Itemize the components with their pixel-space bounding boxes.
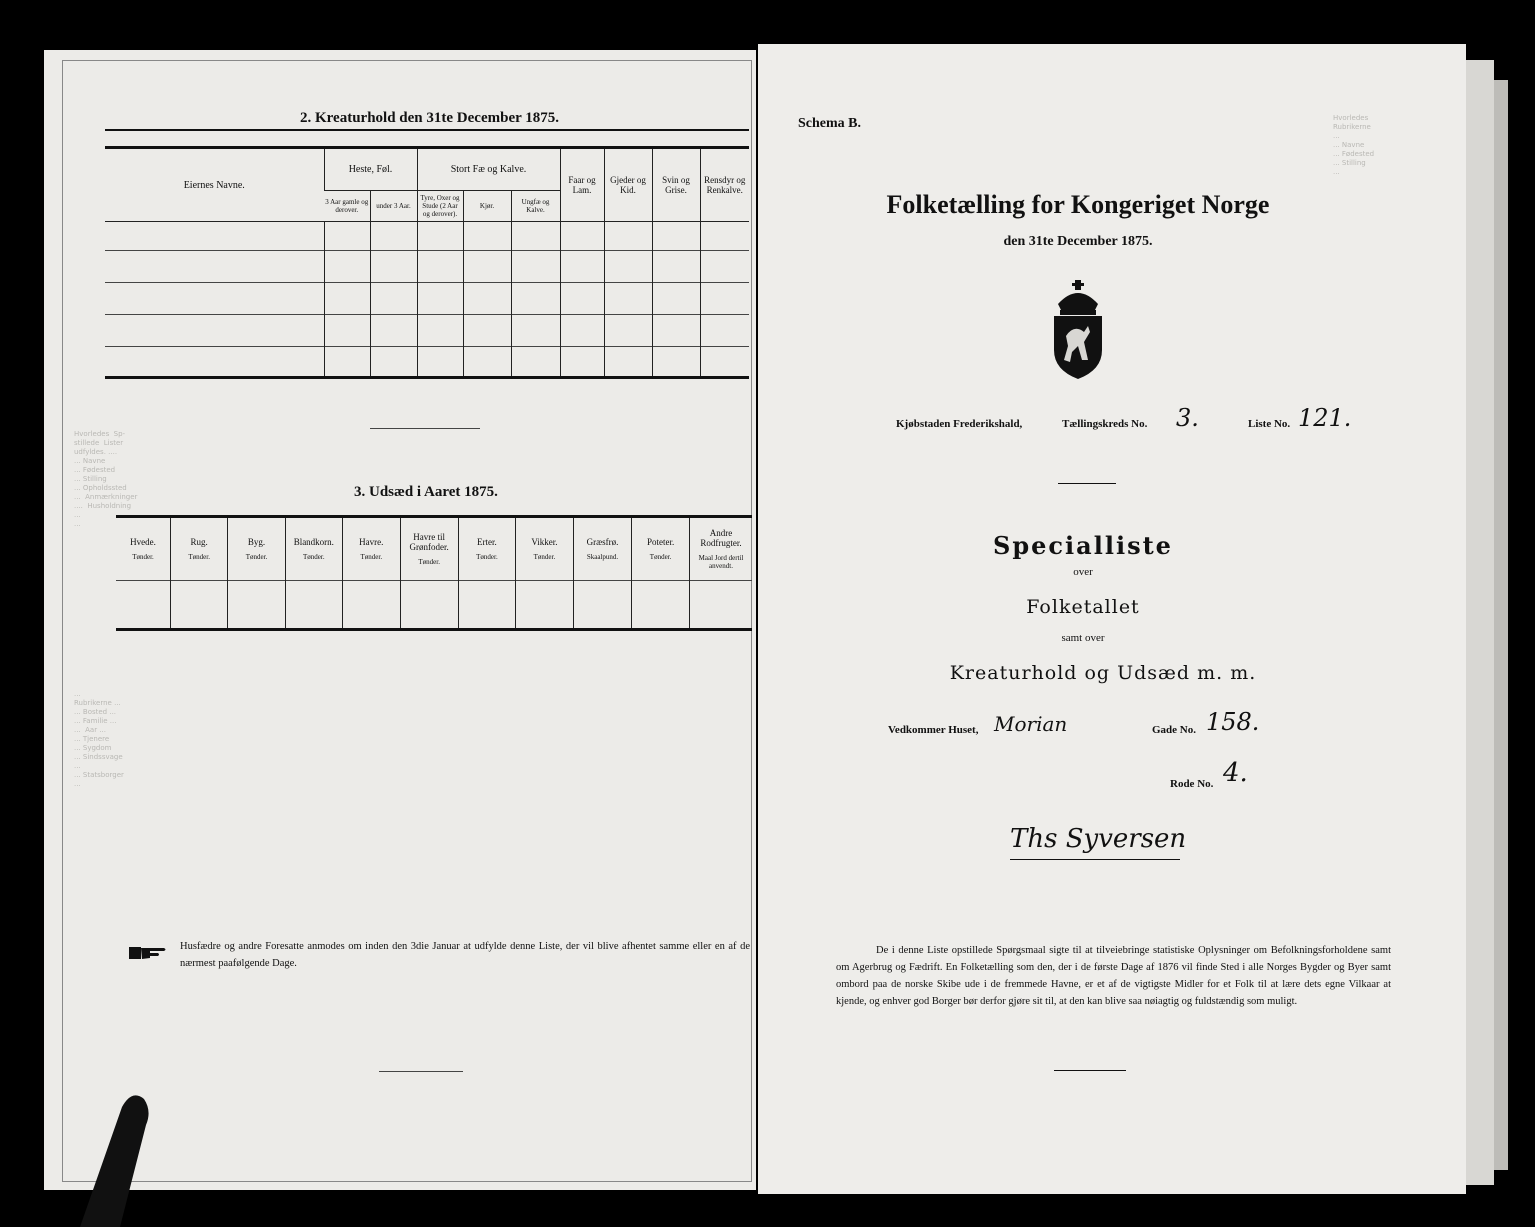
udsaed-table xyxy=(116,518,752,630)
rode-value: 4. xyxy=(1223,758,1248,788)
udsaed-col-unit: Tønder. xyxy=(188,552,210,561)
header-udsaed-col xyxy=(400,518,458,580)
page-edge xyxy=(1494,80,1508,1170)
kreaturhold-table xyxy=(105,149,749,379)
section-2-title: 2. Kreaturhold den 31te December 1875. xyxy=(300,110,559,126)
table-cell xyxy=(458,580,515,630)
gade-label: Gade No. xyxy=(1152,724,1196,736)
header-udsaed-col xyxy=(516,518,574,580)
udsaed-col-unit: Tønder. xyxy=(476,552,498,561)
header-udsaed-col xyxy=(116,518,171,580)
header-kjor: Kjør. xyxy=(463,190,511,221)
kreds-label: Tællingskreds No. xyxy=(1062,418,1148,430)
divider xyxy=(370,428,480,429)
udsaed-col-unit: Tønder. xyxy=(132,552,154,561)
table-row xyxy=(105,315,749,347)
udsaed-col-name: Havre til Grønfoder. xyxy=(409,531,449,552)
header-tyre: Tyre, Oxer og Stude (2 Aar og derover). xyxy=(417,190,463,221)
rode-label: Rode No. xyxy=(1170,778,1214,790)
left-page xyxy=(44,50,756,1190)
udsaed-col-unit: Tønder. xyxy=(533,552,556,561)
signature-underline xyxy=(1010,859,1180,860)
header-udsaed-col xyxy=(285,518,342,580)
rule xyxy=(105,376,749,379)
kreaturhold-heading: Kreaturhold og Udsæd m. m. xyxy=(949,662,1257,684)
header-udsaed-col xyxy=(343,518,401,580)
header-owner: Eiernes Navne. xyxy=(183,179,245,191)
header-udsaed-col xyxy=(632,518,690,580)
pointing-hand-icon xyxy=(128,943,168,963)
bleed-through-text-2: ... Rubrikerne ... ... Bosted ... ... Familie ... ... Aar ... ... Tjenere ... Sygdom ... Sindssvage ... ... Statsborger ... xyxy=(74,690,124,788)
rule xyxy=(105,129,749,131)
udsaed-col-name: Andre Rodfrugter. xyxy=(700,527,742,548)
udsaed-col-name: Havre. xyxy=(359,536,384,547)
table-row xyxy=(116,580,752,630)
folketallet-heading: Folketallet xyxy=(1026,596,1140,618)
vedkommer-label: Vedkommer Huset, xyxy=(888,724,979,736)
table-cell xyxy=(116,580,171,630)
header-heste-3aar: 3 Aar gamle og derover. xyxy=(325,197,369,214)
table-row xyxy=(105,283,749,315)
table-cell xyxy=(516,580,574,630)
notice-text: Husfædre og andre Foresatte anmodes om inden den 3die Januar at udfylde denne Liste, der vil blive afhentet samme eller en af de nærmest paafølgende Dage. xyxy=(180,941,750,969)
header-udsaed-col xyxy=(171,518,228,580)
divider xyxy=(379,1071,463,1072)
udsaed-col-name: Byg. xyxy=(247,536,266,547)
table-row xyxy=(105,251,749,283)
table-cell xyxy=(285,580,342,630)
main-title: Folketælling for Kongeriget Norge xyxy=(886,190,1270,219)
kreds-value: 3. xyxy=(1176,404,1199,432)
gade-value: 158. xyxy=(1206,708,1260,736)
header-udsaed-col xyxy=(458,518,515,580)
bleed-through-text: Hvorledes Rubrikerne ... ... Navne ... Fødested ... Stilling ... xyxy=(1333,114,1375,176)
rule xyxy=(116,628,752,631)
divider xyxy=(1058,483,1116,484)
udsaed-col-name: Blandkorn. xyxy=(293,536,334,547)
udsaed-col-name: Græsfrø. xyxy=(586,536,619,547)
table-cell xyxy=(228,580,285,630)
divider xyxy=(1054,1070,1126,1071)
header-rensdyr: Rensdyr og Renkalve. xyxy=(700,149,749,222)
huset-value: Morian xyxy=(994,712,1068,736)
header-gjeder: Gjeder og Kid. xyxy=(604,149,652,222)
right-page xyxy=(758,44,1466,1194)
table-cell xyxy=(690,580,752,630)
udsaed-col-unit: Tønder. xyxy=(303,552,325,561)
header-svin: Svin og Grise. xyxy=(652,149,700,222)
footer-text: De i denne Liste opstillede Spørgsmaal sigte til at tilveiebringe statistiske Oplysninger om Befolkningsforholdene samt om Agerbrug og Fædrift. En Folketælling som den, der i de første Dage af 1876 vil finde Sted i alle Norges Bygder og Byer samt ombord paa de norske Skibe ude i de fremmede Havne, er et af de vigtigste Midler for et Folk til at lære dets egne Vilkaar at kjende, og enhver god Borger bør derfor gjøre sit til, at den kan blive saa nøiagtig og fuldstændig som muligt. xyxy=(836,945,1391,1007)
table-cell xyxy=(343,580,401,630)
udsaed-col-name: Erter. xyxy=(477,536,497,547)
table-cell xyxy=(400,580,458,630)
udsaed-col-name: Hvede. xyxy=(130,536,156,547)
signature: Ths Syversen xyxy=(1010,824,1187,854)
udsaed-col-unit: Tønder. xyxy=(649,552,672,561)
liste-value: 121. xyxy=(1298,404,1352,432)
norway-coat-of-arms-icon xyxy=(1044,280,1112,380)
table-row xyxy=(105,222,749,251)
table-cell xyxy=(171,580,228,630)
udsaed-col-unit: Tønder. xyxy=(418,557,440,566)
header-heste: Heste, Føl. xyxy=(324,149,417,190)
header-udsaed-col xyxy=(690,518,752,580)
header-stort-fae: Stort Fæ og Kalve. xyxy=(417,149,560,190)
udsaed-col-unit: Maal Jord dertil anvendt. xyxy=(698,553,744,570)
samt-over-label: samt over xyxy=(1061,632,1105,644)
section-3-title: 3. Udsæd i Aaret 1875. xyxy=(354,484,498,500)
udsaed-col-name: Vikker. xyxy=(531,536,558,547)
udsaed-col-unit: Tønder. xyxy=(245,552,268,561)
udsaed-col-name: Rug. xyxy=(190,536,208,547)
header-udsaed-col xyxy=(228,518,285,580)
header-udsaed-col xyxy=(573,518,631,580)
header-faar: Faar og Lam. xyxy=(560,149,604,222)
table-row xyxy=(105,347,749,379)
kjobstad-label: Kjøbstaden Frederikshald, xyxy=(896,418,1023,430)
page-edge xyxy=(1466,60,1494,1185)
header-ungfae: Ungfæ og Kalve. xyxy=(511,190,560,221)
over-label: over xyxy=(1073,566,1093,578)
table-cell xyxy=(573,580,631,630)
table-cell xyxy=(632,580,690,630)
corner-clip-shadow xyxy=(60,1085,150,1227)
udsaed-col-unit: Tønder. xyxy=(360,552,383,561)
bleed-through-text: Hvorledes Sp- stillede Lister udfyldes. .... ... Navne ... Fødested ... Stilling ... Opholdssted ... Anmærkninger .... Husholdning ... ... xyxy=(74,430,138,528)
header-heste-under3: under 3 Aar. xyxy=(370,190,417,221)
udsaed-col-unit: Skaalpund. xyxy=(586,552,619,561)
schema-label: Schema B. xyxy=(798,116,861,131)
liste-label: Liste No. xyxy=(1248,418,1291,430)
specialliste-heading: Specialliste xyxy=(993,531,1173,560)
udsaed-col-name: Poteter. xyxy=(646,536,675,547)
census-date: den 31te December 1875. xyxy=(1003,234,1153,249)
